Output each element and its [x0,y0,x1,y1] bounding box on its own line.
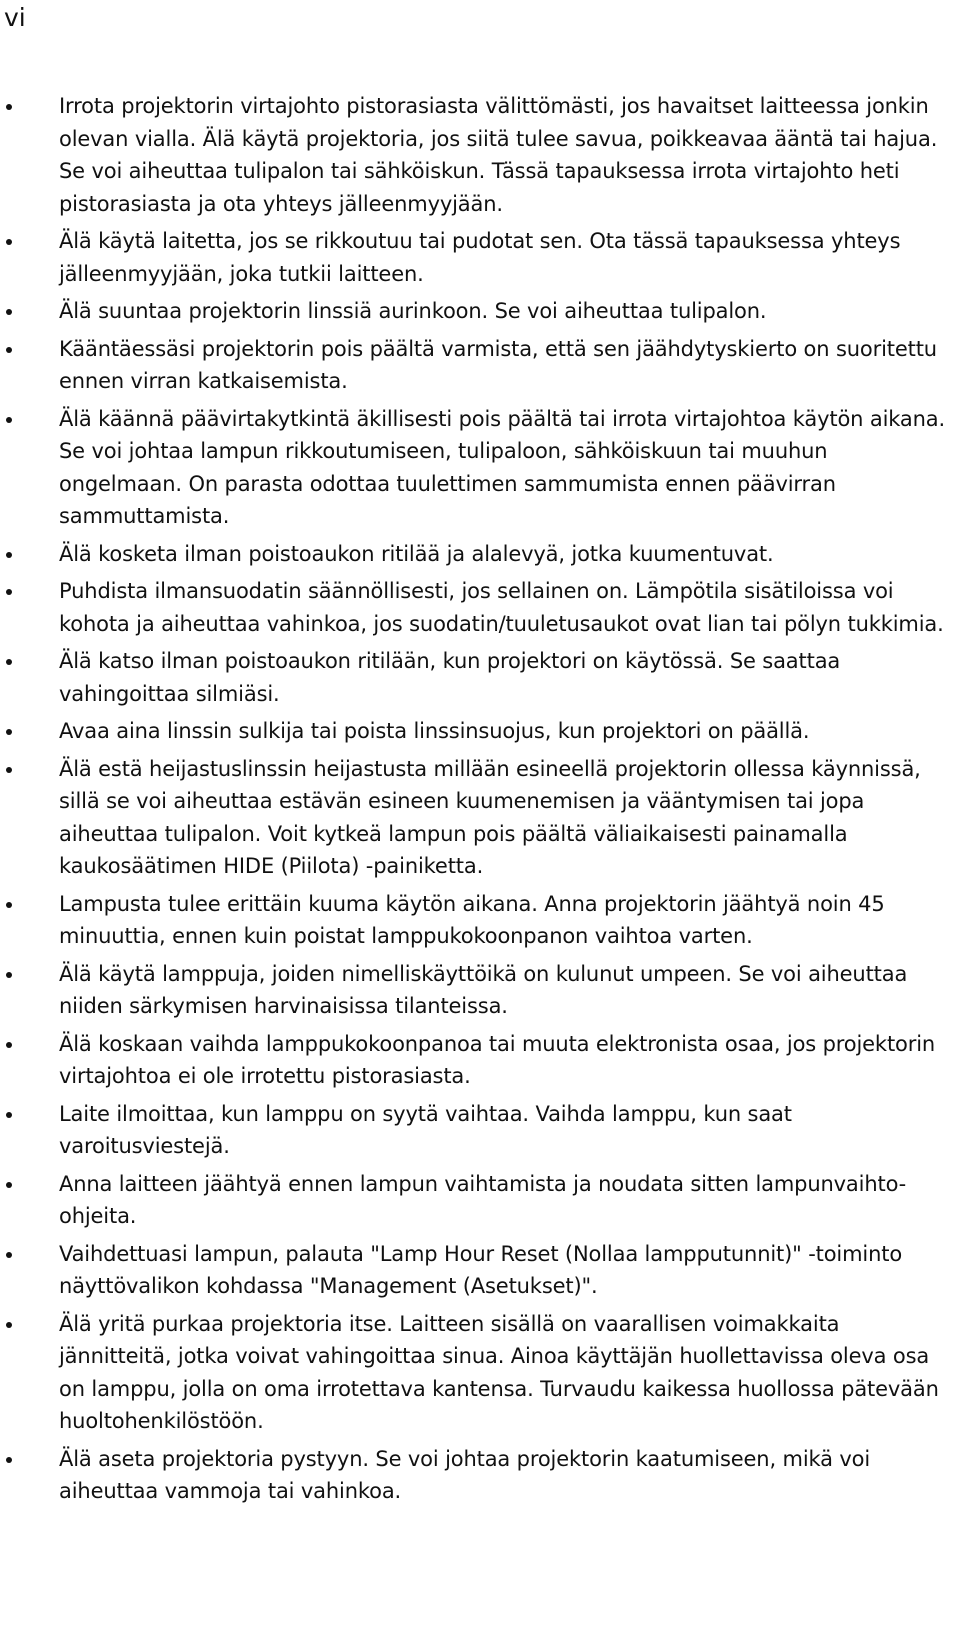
bullet-item-18 [0,1443,960,1508]
bullet-text: Avaa aina linssin sulkija tai poista linssinsuojus, kun projektori on päällä. [59,719,810,743]
bullet-text: Älä aseta projektoria pystyyn. Se voi johtaa projektorin kaatumiseen, mikä voi aiheuttaa vammoja tai vahinkoa. [59,1446,871,1503]
bullet-dot-icon [6,729,12,735]
bullet-item-10 [0,753,960,883]
bullet-text: Älä käytä lamppuja, joiden nimelliskäyttöikä on kulunut umpeen. Se voi aiheuttaa niiden särkymisen harvinaisissa tilanteissa. [59,961,908,1018]
bullet-dot-icon [6,104,12,110]
bullet-item-1 [0,90,960,220]
bullet-dot-icon [6,1322,12,1328]
bullet-dot-icon [6,1042,12,1048]
page-number: vi [4,3,26,32]
bullet-dot-icon [6,1112,12,1118]
bullet-dot-icon [6,972,12,978]
bullet-item-15 [0,1168,960,1233]
bullet-text: Laite ilmoittaa, kun lamppu on syytä vaihtaa. Vaihda lamppu, kun saat varoitusviestejä. [59,1101,792,1158]
bullet-item-2 [0,225,960,290]
bullet-dot-icon [6,309,12,315]
bullet-text: Puhdista ilmansuodatin säännöllisesti, jos sellainen on. Lämpötila sisätiloissa voi kohota ja aiheuttaa vahinkoa, jos suodatin/tuuletusaukot ovat lian tai pölyn tukkimia. [59,579,944,636]
bullet-dot-icon [6,552,12,558]
bullet-text: Vaihdettuasi lampun, palauta "Lamp Hour Reset (Nollaa lampputunnit)" -toiminto näyttövalikon kohdassa "Management (Asetukset)". [59,1241,903,1298]
bullet-dot-icon [6,659,12,665]
bullet-item-9 [0,715,960,748]
bullet-text: Älä yritä purkaa projektoria itse. Laitteen sisällä on vaarallisen voimakkaita jännitteitä, jotka voivat vahingoittaa sinua. Ainoa käyttäjän huollettavissa oleva osa on lamppu, jolla on oma irrotettava kantensa. Turvaudu kaikessa huollossa pätevään huoltohenkilöstöön. [59,1311,939,1433]
bullet-item-3 [0,295,960,328]
bullet-text: Älä estä heijastuslinssin heijastusta millään esineellä projektorin ollessa käynnissä, sillä se voi aiheuttaa estävän esineen kuumenemisen ja vääntymisen tai jopa aiheuttaa tulipalon. Voit kytkeä lampun pois päältä väliaikaisesti painamalla kaukosäätimen HIDE (Piilota) -painiketta. [59,756,921,878]
safety-bullet-list [0,90,960,1513]
bullet-dot-icon [6,589,12,595]
bullet-dot-icon [6,1252,12,1258]
bullet-item-14 [0,1098,960,1163]
bullet-text: Älä katso ilman poistoaukon ritilään, kun projektori on käytössä. Se saattaa vahingoittaa silmiäsi. [59,649,841,706]
bullet-item-8 [0,645,960,710]
bullet-item-4 [0,333,960,398]
bullet-dot-icon [6,767,12,773]
bullet-text: Anna laitteen jäähtyä ennen lampun vaihtamista ja noudata sitten lampunvaihto-ohjeita. [59,1171,907,1228]
bullet-text: Lampusta tulee erittäin kuuma käytön aikana. Anna projektorin jäähtyä noin 45 minuuttia, ennen kuin poistat lamppukokoonpanon vaihtoa varten. [59,891,885,948]
bullet-text: Älä käännä päävirtakytkintä äkillisesti pois päältä tai irrota virtajohtoa käytön aikana. Se voi johtaa lampun rikkoutumiseen, tulipaloon, sähköiskuun tai muuhun ongelmaan. On parasta odottaa tuulettimen sammumista ennen päävirran sammuttamista. [59,406,946,528]
bullet-item-16 [0,1238,960,1303]
bullet-item-17 [0,1308,960,1438]
bullet-dot-icon [6,1457,12,1463]
bullet-text: Kääntäessäsi projektorin pois päältä varmista, että sen jäähdytyskierto on suoritettu ennen virran katkaisemista. [59,336,937,393]
bullet-dot-icon [6,347,12,353]
bullet-dot-icon [6,1182,12,1188]
bullet-item-13 [0,1028,960,1093]
bullet-text: Irrota projektorin virtajohto pistorasiasta välittömästi, jos havaitset laitteessa jonkin olevan vialla. Älä käytä projektoria, jos siitä tulee savua, poikkeavaa ääntä tai hajua. Se voi aiheuttaa tulipalon tai sähköiskun. Tässä tapauksessa irrota virtajohto heti pistorasiasta ja ota yhteys jälleenmyyjään. [59,94,938,216]
bullet-text: Älä koskaan vaihda lamppukokoonpanoa tai muuta elektronista osaa, jos projektorin virtajohtoa ei ole irrotettu pistorasiasta. [59,1031,936,1088]
bullet-dot-icon [6,902,12,908]
bullet-item-6 [0,538,960,571]
bullet-dot-icon [6,417,12,423]
bullet-item-5 [0,403,960,533]
bullet-item-12 [0,958,960,1023]
bullet-text: Älä kosketa ilman poistoaukon ritilää ja alalevyä, jotka kuumentuvat. [59,541,774,566]
bullet-item-7 [0,575,960,640]
bullet-item-11 [0,888,960,953]
bullet-dot-icon [6,239,12,245]
bullet-text: Älä suuntaa projektorin linssiä aurinkoon. Se voi aiheuttaa tulipalon. [59,299,767,323]
bullet-text: Älä käytä laitetta, jos se rikkoutuu tai pudotat sen. Ota tässä tapauksessa yhteys jälleenmyyjään, joka tutkii laitteen. [59,229,901,286]
